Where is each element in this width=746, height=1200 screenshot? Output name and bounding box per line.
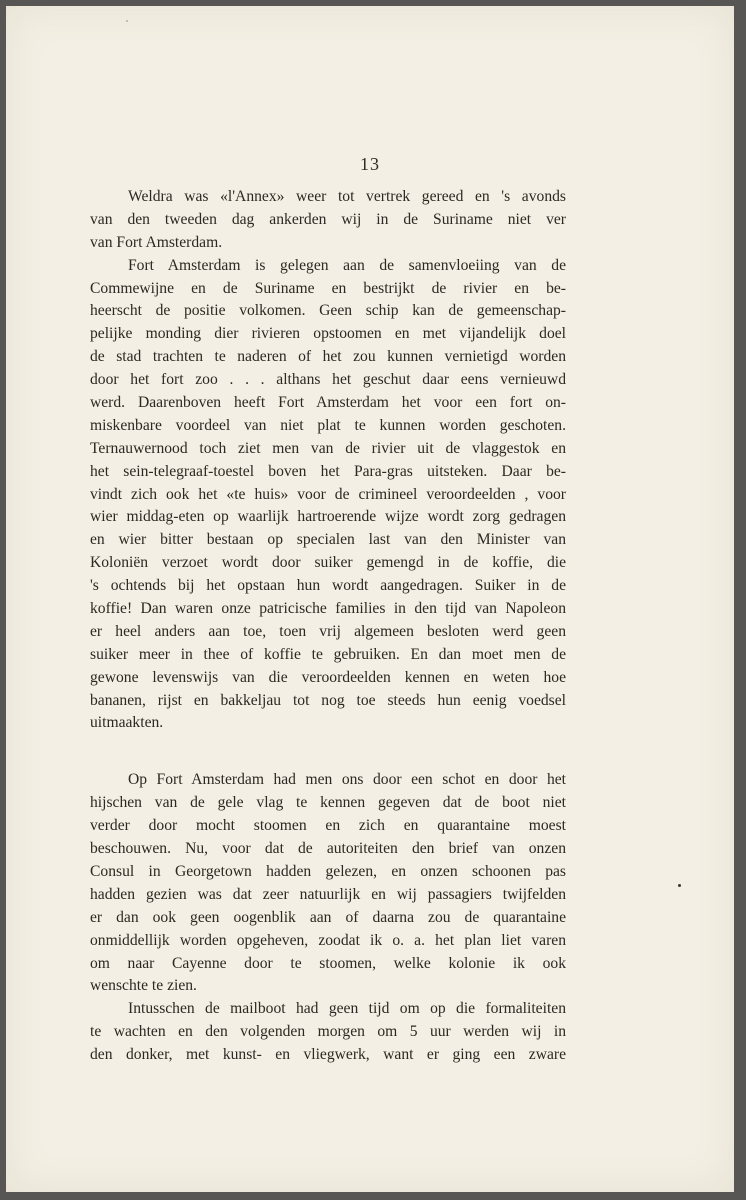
text-line: Intusschen de mailboot had geen tijd om op die formaliteiten [128,1000,566,1018]
text-line: suiker meer in thee of koffie te gebruiken. En dan moet men de [90,645,566,663]
text-line: hadden gezien was dat zeer natuurlijk en wij passagiers twijfelden [90,885,566,903]
paper-speck [126,20,128,22]
text-line: miskenbare voordeel van niet plat te kunnen worden geschoten. [90,416,566,434]
text-line: de stad trachten te naderen of het zou kunnen vernietigd worden [90,348,566,366]
text-line: hijschen van de gele vlag te kennen gegeven dat de boot niet [90,794,566,812]
paragraph-4 [90,998,566,1067]
text-line: gewone levenswijs van die veroordeelden kennen en weten hoe [90,668,566,686]
text-line: koffie! Dan waren onze patricische families in den tijd van Napoleon [90,600,566,618]
text-line: Weldra was «l'Annex» weer tot vertrek gereed en 's avonds [128,188,566,205]
text-line: Consul in Georgetown hadden gelezen, en onzen schoonen pas [90,862,566,880]
paper-speck [678,884,681,887]
paragraph-2 [90,255,566,736]
text-line: werd. Daarenboven heeft Fort Amsterdam het voor een fort on- [90,394,566,412]
text-line: van Fort Amsterdam. [90,233,223,251]
text-line: door het fort zoo . . . althans het geschut daar eens vernieuwd [90,371,566,389]
text-line: onmiddellijk worden opgeheven, zoodat ik o. a. het plan liet varen [90,931,566,949]
page-number: 13 [360,154,380,174]
text-line: Ternauwernood toch ziet men van de rivier uit de vlaggestok en [90,439,566,457]
text-line: om naar Cayenne door te stoomen, welke kolonie ik ook [90,954,566,972]
text-line: verder door mocht stoomen en zich en quarantaine moest [90,817,566,835]
paragraph-1 [90,186,566,255]
text-line: beschouwen. Nu, voor dat de autoriteiten den brief van onzen [90,840,566,858]
text-line: vindt zich ook het «te huis» voor de crimineel veroordeelden , voor [90,485,566,503]
text-line: uitmaakten. [90,714,164,732]
text-line: er dan ook geen oogenblik aan of daarna zou de quarantaine [90,908,566,926]
text-line: Koloniën verzoet wordt door suiker gemengd in de koffie, die [90,554,566,572]
text-line: 's ochtends bij het opstaan hun wordt aangedragen. Suiker in de [90,577,566,595]
text-line: Op Fort Amsterdam had men ons door een schot en door het [128,771,566,789]
text-line: Fort Amsterdam is gelegen aan de samenvloeiing van de [128,256,566,274]
text-line: wier middag-eten op waarlijk hartroerende wijze wordt zorg gedragen [90,508,566,526]
text-line: wenschte te zien. [90,977,197,995]
paragraph-gap [90,735,566,769]
paragraph-3 [90,769,566,998]
text-line: pelijke monding dier rivieren opstoomen en met vijandelijk doel [90,325,566,343]
text-line: het sein-telegraaf-toestel boven het Para-gras uitsteken. Daar be- [90,462,566,480]
body-text [90,186,566,1067]
text-line: den donker, met kunst- en vliegwerk, want er ging een zware [90,1046,566,1064]
text-line: te wachten en den volgenden morgen om 5 uur werden wij in [90,1023,566,1041]
text-line: en wier bitter bestaan op specialen last van den Minister van [90,531,566,549]
text-line: heerscht de positie volkomen. Geen schip kan de gemeenschap- [90,302,566,320]
text-line: er heel anders aan toe, toen vrij algemeen besloten werd geen [90,622,566,640]
book-page [6,6,734,1192]
text-line: bananen, rijst en bakkeljau tot nog toe steeds hun eenig voedsel [90,691,566,709]
text-line: Commewijne en de Suriname en bestrijkt de rivier en be- [90,279,566,297]
text-line: van den tweeden dag ankerden wij in de Suriname niet ver [90,210,566,228]
